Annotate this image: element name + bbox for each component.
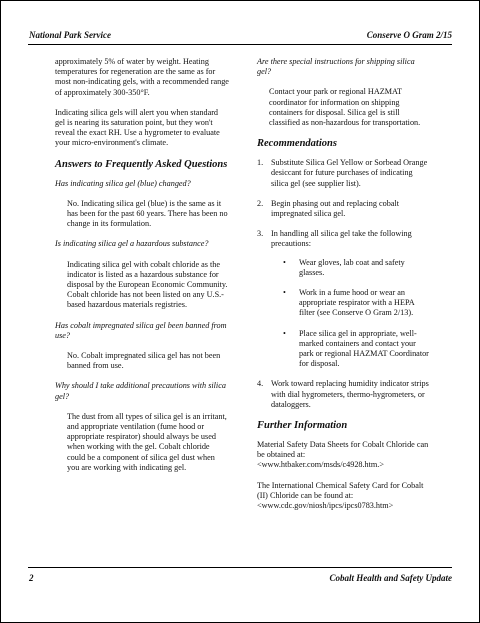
precaution-item [271, 329, 429, 370]
footer-title: Cobalt Health and Safety Update [329, 573, 452, 583]
answer-5: Contact your park or regional HAZMAT coordinator for information on shipping containers for disposal. Silica gel is still classified as non-hazardous for transportation. [269, 87, 421, 128]
icsc-reference: The International Chemical Safety Card for Cobalt (II) Chloride can be found at: <www.cdc.gov/niosh/ipcs/ipcs0783.htm> [257, 480, 424, 511]
intro-paragraph-1: approximately 5% of water by weight. Heating temperatures for regeneration are the same as for most non-indicating gels, with a recommended range of approximately 300-350°F. [55, 57, 229, 97]
recommendation-item [257, 158, 429, 189]
recommendations-list [257, 158, 429, 410]
precaution-item [271, 258, 429, 278]
recommendation-number: 1. [257, 158, 264, 168]
bullet-icon: • [283, 288, 286, 298]
question-2: Is indicating silica gel a hazardous substance? [55, 239, 209, 249]
precaution-text: Place silica gel in appropriate, well-marked containers and contact your park or regional HAZMAT Coordinator for disposal. [299, 328, 429, 369]
recommendations-heading: Recommendations [257, 138, 337, 150]
intro-paragraph-2: Indicating silica gels will alert you when standard gel is nearing its saturation point, but they won't reveal the exact RH. Use a hygrometer to evaluate your micro-environment's climate. [55, 107, 220, 148]
recommendation-text: Substitute Silica Gel Yellow or Sorbead Orange desiccant for future purchases of indicating silica gel (see supplier list). [271, 158, 428, 188]
page-number: 2 [29, 573, 34, 583]
recommendation-number: 4. [257, 379, 264, 389]
recommendation-item [257, 199, 429, 219]
right-column [257, 57, 429, 521]
answer-4: The dust from all types of silica gel is an irritant, and appropriate ventilation (fume hood or appropriate respirator) should always be used when working with the gel. Cobalt chloride could be a component of silica gel dust when you are working with indicating gel. [67, 411, 227, 472]
header-agency: National Park Service [29, 30, 111, 40]
further-information-heading: Further Information [257, 420, 348, 432]
precautions-list [271, 258, 429, 370]
precaution-item [271, 288, 429, 319]
question-5: Are there special instructions for shipping silica gel? [257, 57, 415, 77]
faq-heading: Answers to Frequently Asked Questions [55, 158, 228, 170]
precaution-text: Work in a fume hood or wear an appropriate respirator with a HEPA filter (see Conserve O Gram 2/13). [299, 288, 415, 318]
recommendation-number: 3. [257, 229, 264, 239]
answer-3: No. Cobalt impregnated silica gel has not been banned from use. [67, 351, 221, 371]
page-header [28, 28, 452, 45]
header-series: Conserve O Gram 2/15 [366, 30, 452, 40]
question-1: Has indicating silica gel (blue) changed? [55, 178, 191, 188]
question-4: Why should I take additional precautions with silica gel? [55, 381, 226, 401]
precaution-text: Wear gloves, lab coat and safety glasses. [299, 257, 405, 277]
msds-reference: Material Safety Data Sheets for Cobalt Chloride can be obtained at:<www.htbaker.com/msds/c4928.htm.> [257, 440, 429, 470]
recommendation-text: Work toward replacing humidity indicator strips with dial hygrometers, thermo-hygrometers, or dataloggers. [271, 379, 429, 409]
recommendation-item [257, 379, 429, 410]
left-column [55, 57, 229, 483]
question-3: Has cobalt impregnated silica gel been banned from use? [55, 320, 227, 340]
recommendation-text: In handling all silica gel take the following precautions: [271, 229, 412, 249]
recommendation-number: 2. [257, 198, 264, 208]
recommendation-text: Begin phasing out and replacing cobalt impregnated silica gel. [271, 198, 400, 219]
bullet-icon: • [283, 257, 286, 267]
bullet-icon: • [283, 328, 286, 338]
recommendation-item [257, 229, 429, 369]
page-footer [28, 567, 452, 586]
answer-2: Indicating silica gel with cobalt chloride as the indicator is listed as a hazardous substance for disposal by the European Economic Community. Cobalt chloride has not been listed on any U.S.-based hazardous materials registries. [67, 259, 228, 310]
answer-1: No. Indicating silica gel (blue) is the same as it has been for the past 60 years. There has been no change in its formulation. [67, 198, 228, 229]
